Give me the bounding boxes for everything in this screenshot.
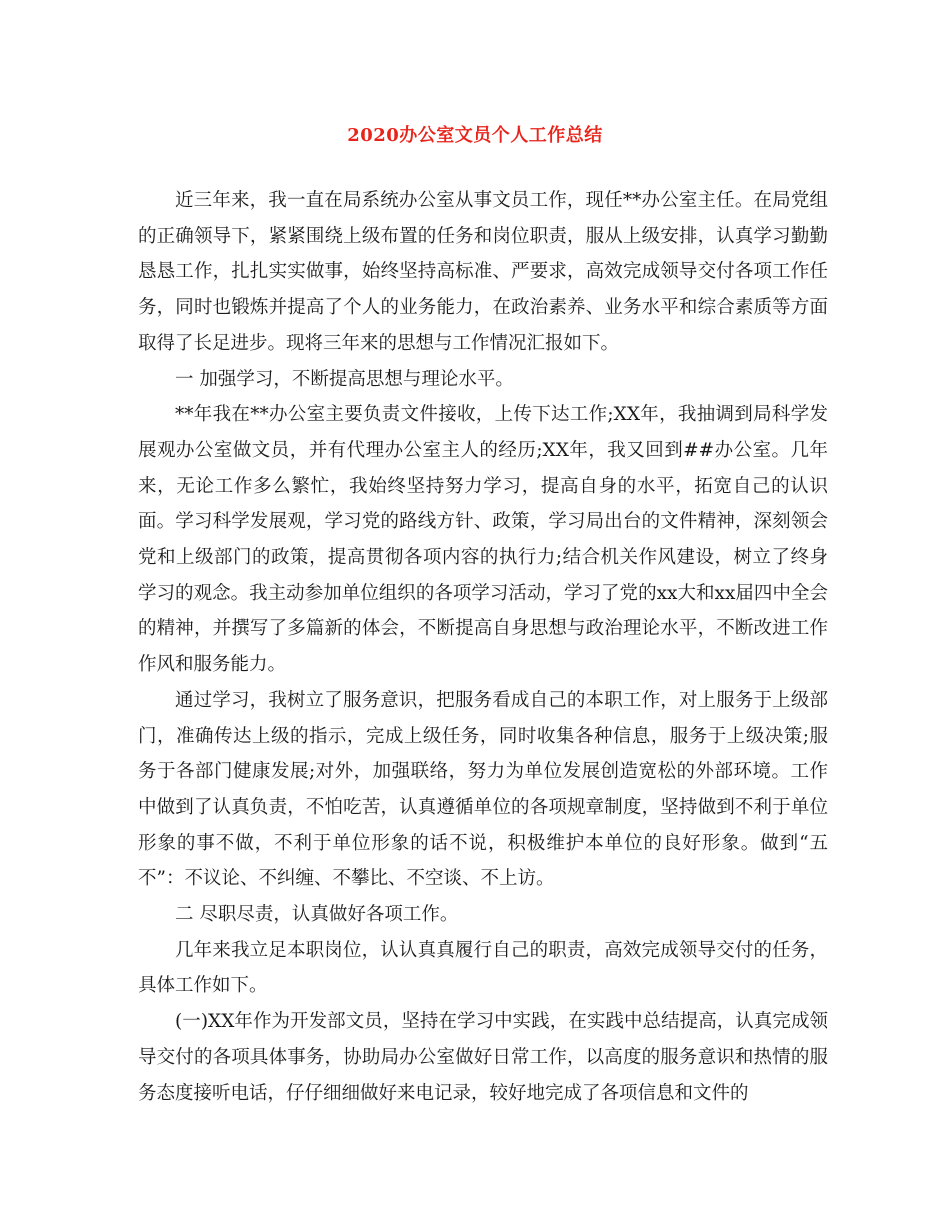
- section-heading-1: 一 加强学习，不断提高思想与理论水平。: [175, 368, 514, 390]
- document-body: [138, 183, 828, 1111]
- paragraph-study: **年我在**办公室主要负责文件接收，上传下达工作;XX年，我抽调到局科学发展观办公室做文员，并有代理办公室主人的经历;XX年，我又回到##办公室。几年来，无论工作多么繁忙，我始终坚持努力学习，提高自身的水平，拓宽自己的认识面。学习科学发展观，学习党的路线方针、政策，学习局出台的文件精神，深刻领会党和上级部门的政策，提高贯彻各项内容的执行力;结合机关作风建设，树立了终身学习的观念。我主动参加单位组织的各项学习活动，学习了党的xx大和xx届四中全会的精神，并撰写了多篇新的体会，不断提高自身思想与政治理论水平，不断改进工作作风和服务能力。: [138, 404, 828, 676]
- paragraph-intro: 近三年来，我一直在局系统办公室从事文员工作，现任**办公室主任。在局党组的正确领导下，紧紧围绕上级布置的任务和岗位职责，服从上级安排，认真学习勤勤恳恳工作，扎扎实实做事，始终坚持高标准、严要求，高效完成领导交付各项工作任务，同时也锻炼并提高了个人的业务能力，在政治素养、业务水平和综合素质等方面取得了长足进步。现将三年来的思想与工作情况汇报如下。: [138, 190, 828, 354]
- paragraph-service: 通过学习，我树立了服务意识，把服务看成自己的本职工作，对上服务于上级部门，准确传达上级的指示，完成上级任务，同时收集各种信息，服务于上级决策;服务于各部门健康发展;对外，加强联络，努力为单位发展创造宽松的外部环境。工作中做到了认真负责，不怕吃苦，认真遵循单位的各项规章制度，坚持做到不利于单位形象的事不做，不利于单位形象的话不说，积极维护本单位的良好形象。做到“五不”：不议论、不纠缠、不攀比、不空谈、不上访。: [138, 689, 828, 890]
- paragraph-work-item-1: (一)XX年作为开发部文员，坚持在学习中实践，在实践中总结提高，认真完成领导交付的各项具体事务，协助局办公室做好日常工作，以高度的服务意识和热情的服务态度接听电话，仔仔细细做好来电记录，较好地完成了各项信息和文件的: [138, 1011, 828, 1104]
- paragraph-duties: 几年来我立足本职岗位，认认真真履行自己的职责，高效完成领导交付的任务，具体工作如下。: [138, 939, 828, 997]
- section-heading-2: 二 尽职尽责，认真做好各项工作。: [175, 904, 459, 926]
- document-title: 2020办公室文员个人工作总结: [347, 125, 603, 146]
